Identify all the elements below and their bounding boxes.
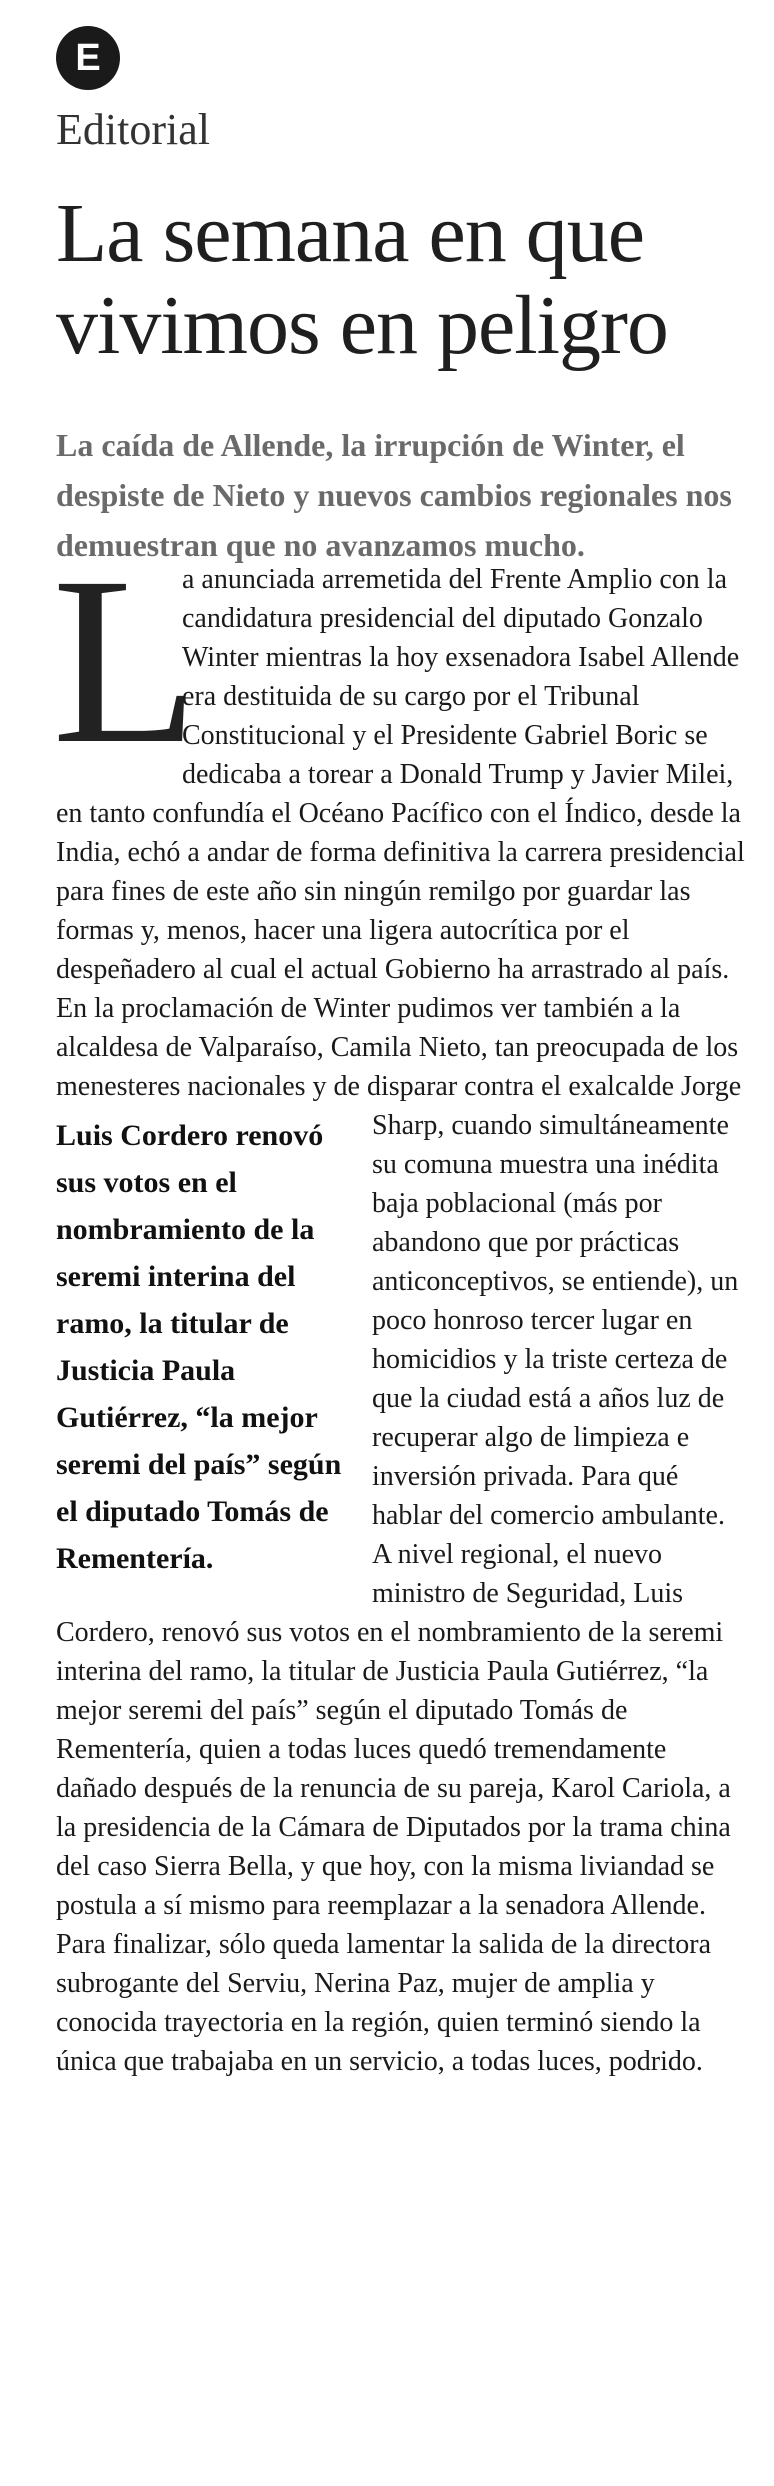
paragraph-3 [56, 1535, 746, 1925]
pull-quote: Luis Cordero renovó sus votos en el nombramiento de la seremi interina del ramo, la titular de Justicia Paula Gutiérrez, “la mejor seremi del país” según el diputado Tomás de Rementería. [56, 1119, 342, 1575]
paragraph-2-tail: su comuna muestra una inédita baja poblacional (más por abandono que por prácticas anticonceptivos, se entiende), un poco honroso tercer lugar en homicidios y la triste certeza de que la ciudad está a años luz de recuperar algo de limpieza e inversión privada. Para qué hablar del comercio ambulante. [372, 1149, 739, 1531]
deck-subtitle: La caída de Allende, la irrupción de Winter, el despiste de Nieto y nuevos cambios regionales nos demuestran que no avanzamos mucho. [56, 427, 732, 563]
section-badge: E [56, 26, 120, 90]
paragraph-2-head: En la proclamación de Winter pudimos ver también a la alcaldesa de Valparaíso, Camila Nieto, tan preocupada de los menesteres nacionales y de disparar contra el exalcalde Jorge Sharp, cuando simultáneamente [56, 993, 742, 1141]
article-body [52, 527, 746, 2081]
paragraph-2 [56, 989, 746, 1575]
paragraph-3-text: A nivel regional, el nuevo ministro de Seguridad, Luis Cordero, renovó sus votos en el nombramiento de la seremi interina del ramo, la titular de Justicia Paula Gutiérrez, “la mejor seremi del país” según el diputado Tomás de Rementería, quien a todas luces quedó tremendamente dañado después de la renuncia de su pareja, Karol Cariola, a la presidencia de la Cámara de Diputados por la trama china del caso Sierra Bella, y que hoy, con la misma liviandad se postula a sí mismo para reemplazar a la senadora Allende. [56, 1539, 731, 1921]
lead-paragraph: a anunciada arremetida del Frente Amplio con la candidatura presidencial del diputado Gonzalo Winter mientras la hoy exsenadora Isabel Allende era destituida de su cargo por el Tribunal Constitucional y el Presidente Gabriel Boric se dedicaba a torear a Donald Trump y Javier Milei, en tanto confundía el Océano Pacífico con el Índico, desde la India, echó a andar de forma definitiva la carrera presidencial para fines de este año sin ningún remilgo por guardar las formas y, menos, hacer una ligera autocrítica por el despeñadero al cual el actual Gobierno ha arrastrado al país. [56, 564, 745, 985]
headline: La semana en que vivimos en peligro [56, 187, 668, 372]
paragraph-2-text [56, 993, 742, 1575]
paragraph-4: Para finalizar, sólo queda lamentar la salida de la directora subrogante del Serviu, Nerina Paz, mujer de amplia y conocida trayectoria en la región, quien terminó siendo la única que trabajaba en un servicio, a todas luces, podrido. [56, 1929, 712, 2077]
section-label: Editorial [56, 105, 210, 154]
drop-cap: L [52, 527, 199, 793]
